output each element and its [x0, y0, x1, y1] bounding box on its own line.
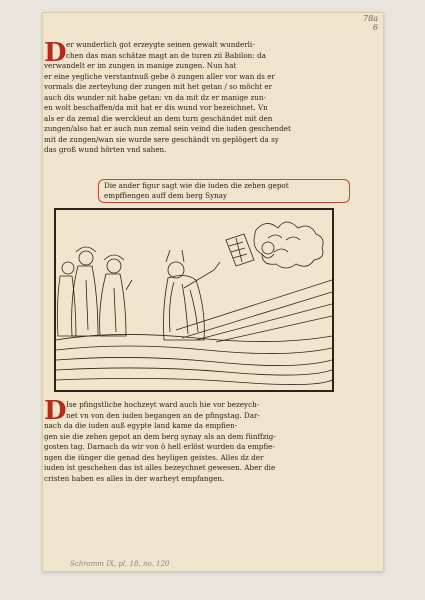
text-line: net vn von den iuden begangen an de pfingstag. Dar- [66, 410, 260, 420]
folio-subnumber: 6 [372, 23, 378, 32]
collector-pencil-note: Schramm IX, pl. 18, no. 120 [70, 560, 170, 568]
text-line: en wolt beschaffen/da mit hat er dis wund vor bezeichnet. Vn [44, 103, 268, 112]
caption-line: empffiengen auff dem berg Synay [104, 191, 228, 200]
text-line: er wunderlich got erzeygte seinen gewalt wunderli- [66, 40, 255, 49]
text-line: zungen/also hat er auch nun zemal sein veind die iuden geschendet [44, 124, 291, 133]
text-line: iuden ist geschehen das ist alles bezeychnet gewesen. Aber die [44, 463, 276, 472]
upper-initial-letter: D [44, 38, 67, 68]
text-line: Ise pfingstliche hochzeyt ward auch hie vor bezeych- [66, 400, 260, 409]
text-line: chen das man schätze magt an de turen zü Babilon: da [66, 50, 266, 60]
text-line: verwandelt er im zungen in manige zungen. Nun hat [44, 61, 237, 70]
lower-text-block [44, 400, 340, 484]
woodcut-illustration [54, 208, 334, 392]
woodcut-moses-sinai [56, 210, 332, 390]
text-line: nach da die iuden auß egypte land kame da empfien- [44, 421, 238, 430]
upper-text-block [44, 40, 340, 156]
text-line: auch dis wunder nit habe getan: vn da mit dz er manige zun- [44, 92, 266, 102]
text-line: gosten tag. Darnach da wir von ö hell erlöst wurden da empfie- [44, 442, 275, 451]
illustration-caption [98, 179, 350, 203]
folio-mark [363, 14, 378, 32]
text-line: das groß wund hörten vnd sahen. [44, 145, 167, 154]
text-line: mit de zungen/wan sie wurde sere geschändt vn geplögert da sy [44, 134, 279, 144]
text-line: vormals die zerteylung der zungen mit het getan / so möcht er [44, 82, 273, 91]
lower-initial-letter: D [44, 396, 67, 426]
caption-line: Die ander figur sagt wie die iuden die zehen gepot [104, 181, 289, 190]
folio-number: 78a [363, 14, 378, 23]
text-line: ngen die iünger die genad des heyligen geistes. Alles dz der [44, 452, 264, 462]
text-line: cristen haben es alles in der warheyt empfangen. [44, 473, 225, 483]
text-line: gen sie die zehen gepot an dem berg synay als an dem fünffzig- [44, 431, 276, 441]
text-line: er eine yegliche verstantnuß gebe ö zungen aller vor wan ds er [44, 71, 275, 81]
text-line: als er da zemal die werckleut an dem turn geschändet mit den [44, 113, 273, 123]
